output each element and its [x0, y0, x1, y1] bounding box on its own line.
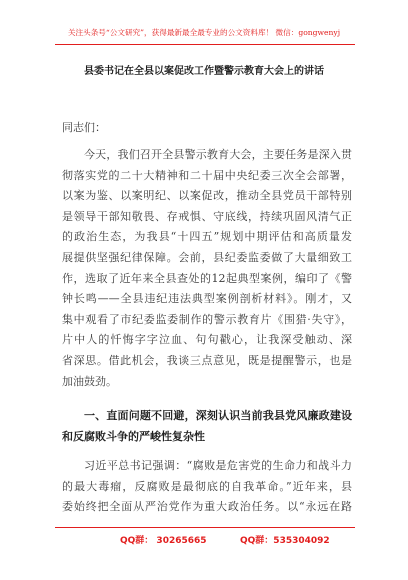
header-rule: [55, 44, 355, 45]
paragraph-line: 集中观看了市纪委监委制作的警示教育片《围猎·失守》，: [62, 312, 352, 326]
paragraph-line: 委始终把全面从严治党作为重大政治任务。以“永远在路: [62, 500, 352, 514]
header-notice: 关注头条号“公文研究”，获得最新最全最专业的公文资料库！ 微信：gongwenyj: [67, 28, 341, 37]
paragraph-line: 习近平总书记强调：“腐败是危害党的生命力和战斗力: [84, 459, 352, 472]
paragraph-line: 展提供坚强纪律保障。会前，县纪委监委做了大量细致工: [62, 250, 352, 264]
paragraph-line: 彻落实党的二十大精神和二十届中央纪委三次全会部署，: [62, 168, 352, 182]
heading-line: 和反腐败斗争的严峻性复杂性: [62, 429, 205, 443]
intro-paragraph: [62, 145, 352, 392]
paragraph-line: 省深思。借此机会，我谈三点意见，既是提醒警示，也是: [62, 353, 352, 367]
document-title: 县委书记在全县以案促改工作暨警示教育大会上的讲话: [84, 66, 324, 77]
section-paragraph: [62, 456, 352, 518]
paragraph-line: 的最大毒瘤，反腐败是最彻底的自我革命。”近年来，县: [62, 479, 352, 493]
qq-group-2: QQ群：535304092: [240, 536, 330, 546]
paragraph-line: 的政治生态，为我县“十四五”规划中期评估和高质量发: [62, 230, 352, 244]
footer-rule: [55, 527, 355, 528]
paragraph-line: 作，选取了近年来全县查处的12起典型案例，编印了《警: [62, 271, 352, 285]
salutation: 同志们：: [62, 121, 106, 134]
paragraph-line: 以案为鉴、以案明纪、以案促改，推动全县党员干部特别: [62, 189, 352, 203]
paragraph-line: 是领导干部知敬畏、存戒惧、守底线，持续巩固风清气正: [62, 209, 352, 223]
paragraph-line: 钟长鸣——全县违纪违法典型案例剖析材料》。刚才，又: [62, 292, 352, 306]
heading-line: 一、直面问题不回避，深刻认识当前我县党风廉政建设: [84, 409, 352, 422]
paragraph-line: 片中人的忏悔字字泣血、句句戳心，让我深受触动、深: [62, 333, 352, 347]
section-heading: [62, 406, 352, 447]
paragraph-line: 加油鼓劲。: [62, 374, 117, 388]
paragraph-line: 今天，我们召开全县警示教育大会，主要任务是深入贯: [84, 148, 352, 161]
qq-group-1: QQ群： 30265665: [120, 536, 207, 546]
